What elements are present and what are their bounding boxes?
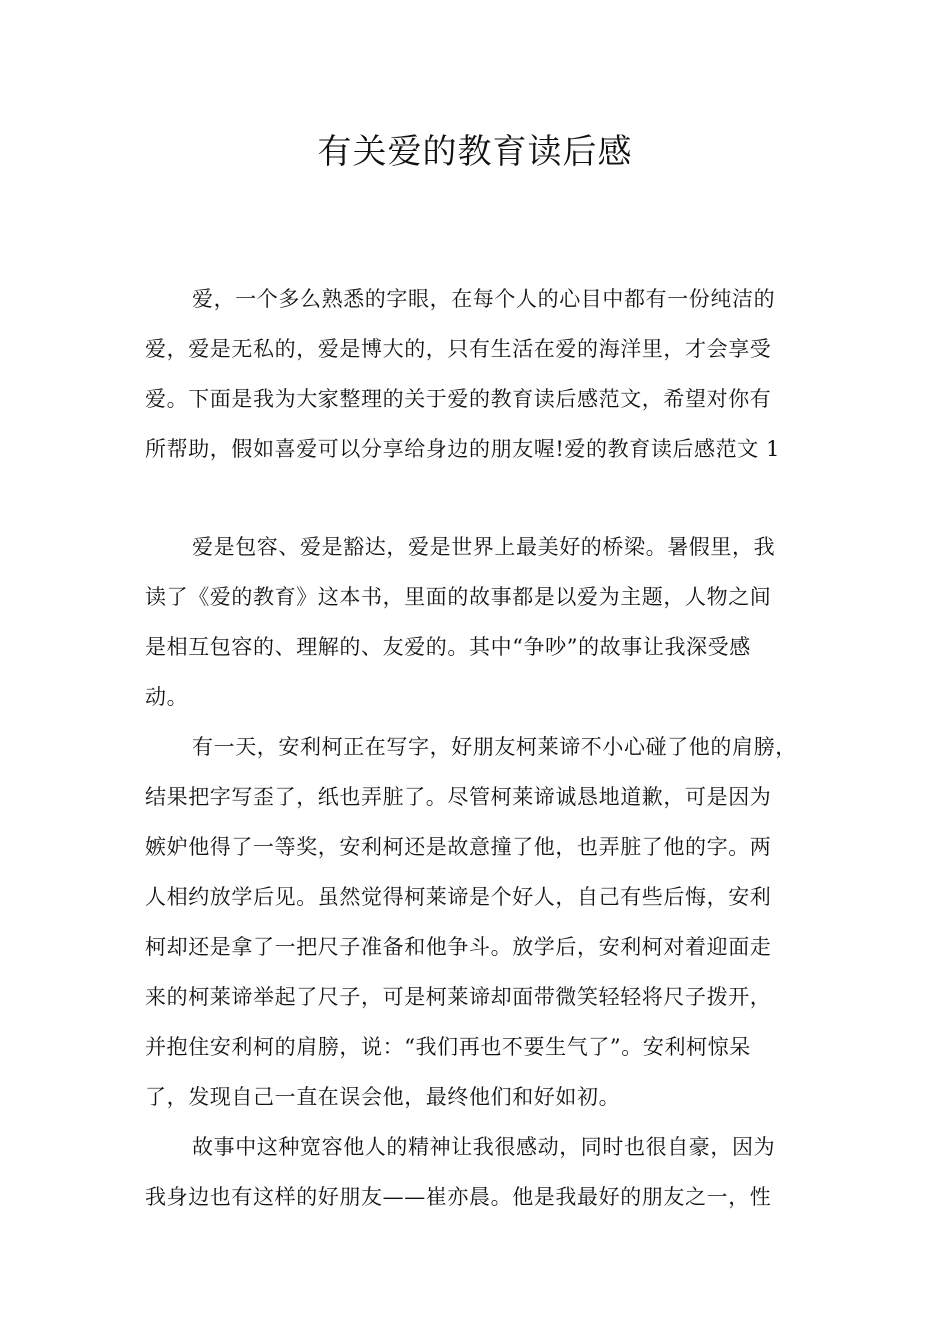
paragraph-line: 所帮助，假如喜爱可以分享给身边的朋友喔!爱的教育读后感范文 1: [145, 437, 781, 461]
paragraph-line: 来的柯莱谛举起了尺子，可是柯莱谛却面带微笑轻轻将尺子拨开，: [145, 985, 772, 1009]
document-title: 有关爱的教育读后感: [317, 132, 633, 172]
paragraph-line: 人相约放学后见。虽然觉得柯莱谛是个好人，自己有些后悔，安利: [145, 885, 772, 909]
paragraph-line: 有一天，安利柯正在写字，好朋友柯莱谛不小心碰了他的肩膀，: [192, 735, 797, 759]
paragraph-line: 故事中这种宽容他人的精神让我很感动，同时也很自豪，因为: [192, 1135, 776, 1159]
paragraph-line: 爱，爱是无私的，爱是博大的，只有生活在爱的海洋里，才会享受: [145, 337, 772, 361]
paragraph-line: 了，发现自己一直在误会他，最终他们和好如初。: [145, 1085, 621, 1109]
paragraph-line: 爱是包容、爱是豁达，爱是世界上最美好的桥梁。暑假里，我: [192, 535, 776, 559]
paragraph-line: 读了《爱的教育》这本书，里面的故事都是以爱为主题，人物之间: [145, 585, 772, 609]
paragraph-line: 结果把字写歪了，纸也弄脏了。尽管柯莱谛诚恳地道歉，可是因为: [145, 785, 772, 809]
paragraph-line: 并抱住安利柯的肩膀，说：“我们再也不要生气了”。安利柯惊呆: [145, 1035, 751, 1059]
paragraph-line: 爱，一个多么熟悉的字眼，在每个人的心目中都有一份纯洁的: [192, 287, 776, 311]
paragraph-line: 爱。下面是我为大家整理的关于爱的教育读后感范文，希望对你有: [145, 387, 772, 411]
paragraph-line: 动。: [145, 685, 189, 709]
paragraph-line: 我身边也有这样的好朋友——崔亦晨。他是我最好的朋友之一，性: [145, 1185, 772, 1209]
paragraph-line: 嫉妒他得了一等奖，安利柯还是故意撞了他，也弄脏了他的字。两: [145, 835, 772, 859]
paragraph-line: 是相互包容的、理解的、友爱的。其中“争吵”的故事让我深受感: [145, 635, 751, 659]
paragraph-line: 柯却还是拿了一把尺子准备和他争斗。放学后，安利柯对着迎面走: [145, 935, 772, 959]
